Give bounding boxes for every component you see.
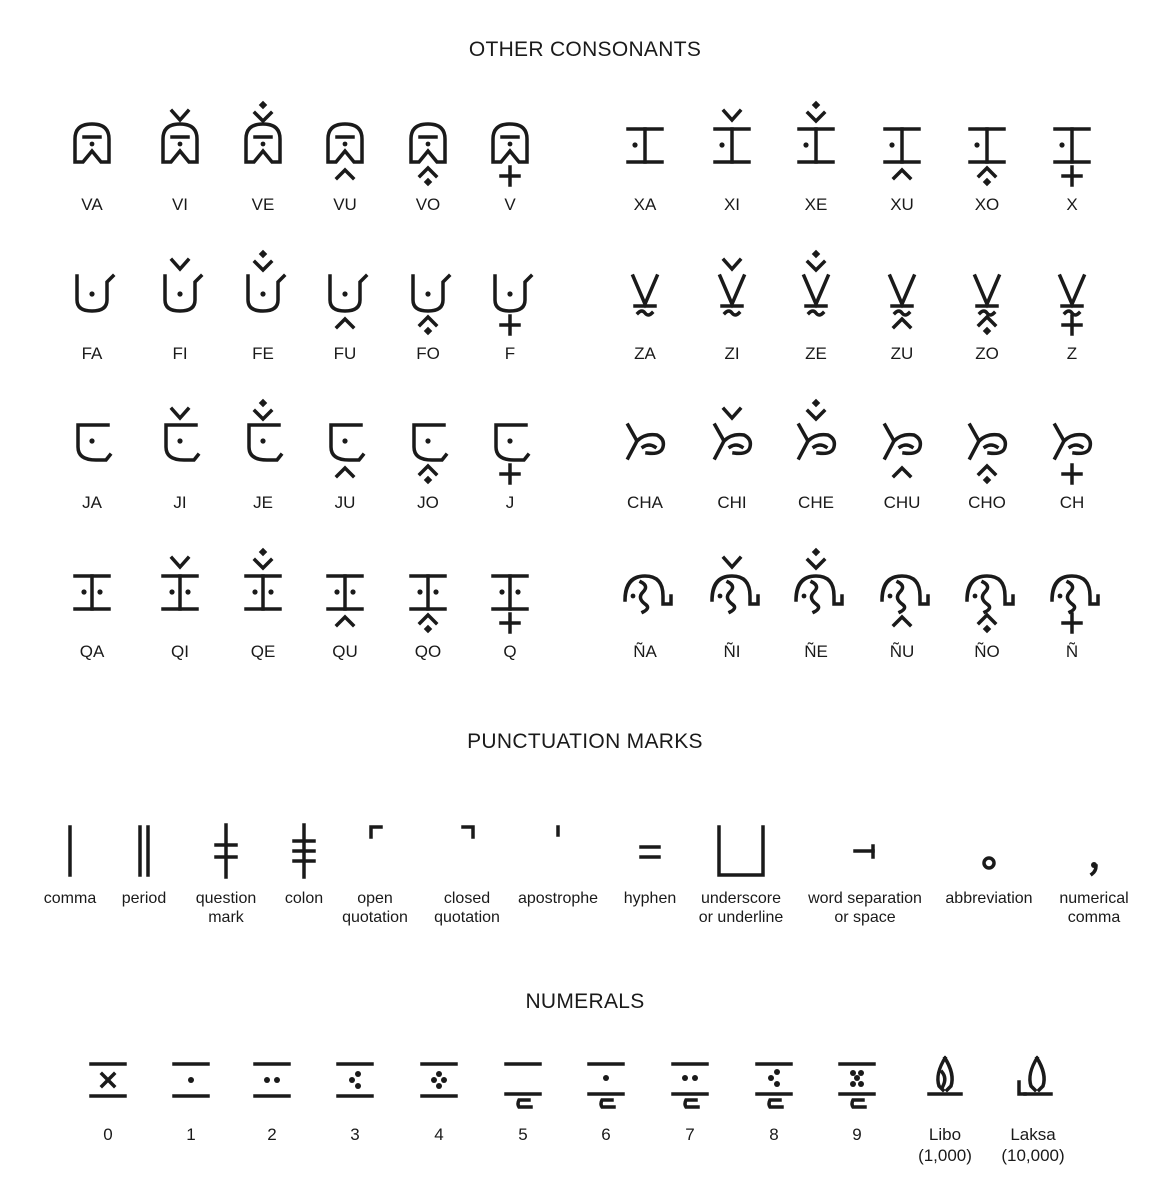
punctuation-glyph-icon [795, 816, 935, 886]
consonant-label: FI [172, 344, 188, 363]
consonant-label: XA [633, 195, 657, 214]
numeral-label: 1 [186, 1125, 196, 1144]
consonant-label: JE [253, 493, 273, 512]
numeral-label: 7 [685, 1125, 695, 1144]
numeral-label: 8 [769, 1125, 779, 1144]
consonant-label: CHU [883, 493, 921, 512]
consonant-label: QO [414, 642, 442, 661]
numeral-glyph-icon [807, 1045, 907, 1115]
punctuation-label: numerical [1059, 890, 1129, 907]
consonant-label: JI [173, 493, 187, 512]
punctuation-label: comma [1067, 909, 1121, 926]
punctuation-label: quotation [434, 909, 500, 926]
consonant-label: J [505, 493, 515, 512]
consonant-label: CHI [717, 493, 747, 512]
consonant-label: Ñ [1065, 642, 1079, 661]
consonant-glyph-icon [455, 398, 565, 478]
punctuation-glyph-icon [671, 816, 811, 886]
consonant-label: ZA [634, 344, 656, 363]
punctuation-label: quotation [342, 909, 408, 926]
consonant-label: ÑI [723, 642, 741, 661]
punctuation-label: abbreviation [945, 890, 1033, 907]
numeral-label: 6 [601, 1125, 611, 1144]
consonant-label: QU [332, 642, 358, 661]
punctuation-glyph-icon [1024, 816, 1164, 886]
punctuation-label: colon [284, 890, 324, 907]
consonant-label: ÑA [633, 642, 657, 661]
punctuation-label: period [121, 890, 167, 907]
consonant-label: CHE [798, 493, 834, 512]
consonant-label: ZO [975, 344, 999, 363]
consonant-label: VU [333, 195, 357, 214]
punctuation-label: underscore [700, 890, 782, 907]
consonant-glyph-icon [455, 249, 565, 329]
consonant-label: Q [503, 642, 517, 661]
numeral-label: 3 [350, 1125, 360, 1144]
consonant-glyph-icon [455, 547, 565, 627]
consonant-label: ZI [724, 344, 740, 363]
punctuation-label: closed [443, 890, 491, 907]
consonant-glyph-icon [1017, 398, 1127, 478]
numeral-label: (1,000) [918, 1146, 972, 1165]
punctuation-label: or space [834, 909, 896, 926]
numeral-label: Libo [928, 1125, 962, 1144]
numeral-label: 0 [103, 1125, 113, 1144]
consonant-label: QE [250, 642, 276, 661]
consonant-label: ÑE [804, 642, 828, 661]
consonant-label: CH [1059, 493, 1085, 512]
consonant-label: JA [82, 493, 102, 512]
consonant-label: ZU [890, 344, 914, 363]
consonant-label: CHO [968, 493, 1006, 512]
consonant-label: ZE [805, 344, 827, 363]
consonant-label: VA [81, 195, 103, 214]
numeral-label: 9 [852, 1125, 862, 1144]
numerals-title: NUMERALS [525, 990, 645, 1013]
numeral-label: 5 [518, 1125, 528, 1144]
consonant-label: FE [252, 344, 274, 363]
consonant-label: QI [171, 642, 189, 661]
punctuation-label: open [357, 890, 393, 907]
consonant-label: Z [1066, 344, 1078, 363]
consonant-label: XE [804, 195, 828, 214]
consonant-glyph-icon [1017, 100, 1127, 180]
punctuation-label: question [195, 890, 257, 907]
consonant-label: XU [890, 195, 914, 214]
consonants-title: OTHER CONSONANTS [468, 38, 702, 61]
consonant-glyph-icon [1017, 547, 1127, 627]
punctuation-label: mark [208, 909, 244, 926]
consonant-label: V [504, 195, 516, 214]
consonant-glyph-icon [455, 100, 565, 180]
numeral-label: Laksa [1010, 1125, 1056, 1144]
numeral-label: 4 [434, 1125, 444, 1144]
consonant-label: VI [171, 195, 189, 214]
consonant-label: QA [79, 642, 105, 661]
consonant-label: VE [251, 195, 275, 214]
punctuation-label: apostrophe [517, 890, 599, 907]
consonant-label: ÑO [974, 642, 1000, 661]
numeral-label: (10,000) [1001, 1146, 1065, 1165]
consonant-label: FO [416, 344, 440, 363]
punctuation-title: PUNCTUATION MARKS [467, 730, 703, 753]
punctuation-label: comma [43, 890, 97, 907]
punctuation-label: word separation [808, 890, 922, 907]
consonant-label: XI [723, 195, 741, 214]
consonant-label: VO [415, 195, 441, 214]
consonant-label: JO [417, 493, 439, 512]
consonant-label: ÑU [889, 642, 915, 661]
consonant-label: CHA [627, 493, 663, 512]
numeral-glyph-icon [983, 1045, 1083, 1115]
consonant-label: JU [334, 493, 356, 512]
consonant-label: F [504, 344, 516, 363]
consonant-label: FU [333, 344, 357, 363]
consonant-glyph-icon [1017, 249, 1127, 329]
numeral-glyph-icon [895, 1045, 995, 1115]
punctuation-label: or underline [698, 909, 784, 926]
consonant-label: X [1066, 195, 1078, 214]
numeral-label: 2 [267, 1125, 277, 1144]
punctuation-label: hyphen [623, 890, 677, 907]
consonant-label: XO [974, 195, 1000, 214]
consonant-label: FA [81, 344, 103, 363]
